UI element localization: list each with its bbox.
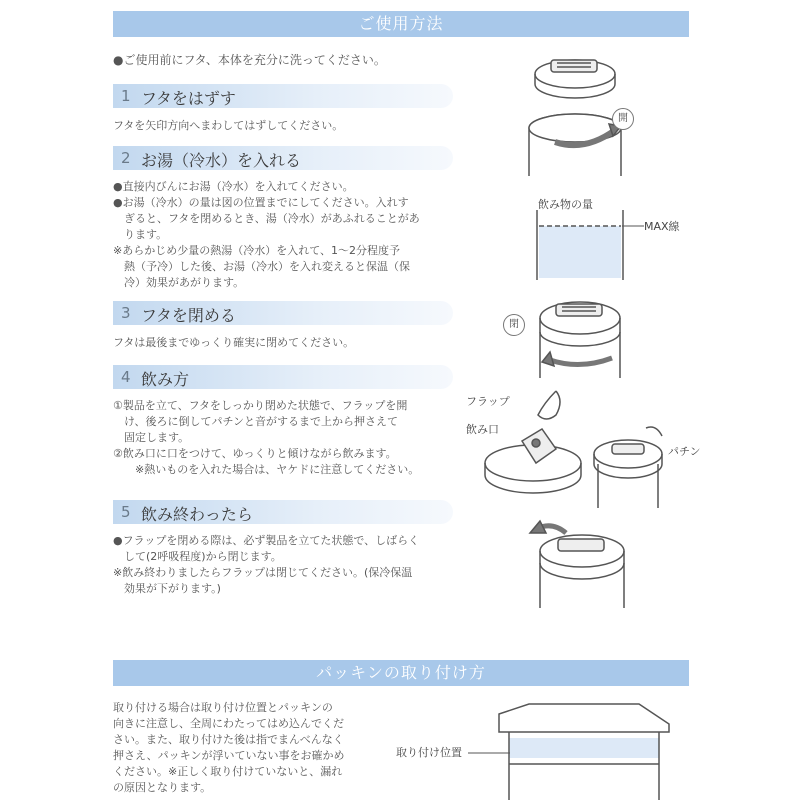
gasket-illustration	[495, 700, 675, 800]
lid-close-illustration	[520, 290, 640, 380]
step-1-body: フタを矢印方向へまわしてはずしてください。	[113, 119, 344, 132]
step-1-title: フタをはずす	[141, 89, 236, 108]
max-line-label: MAX線	[644, 220, 680, 233]
step-1-header	[113, 84, 453, 108]
snap-label: パチン	[668, 445, 701, 458]
open-badge-1: 開	[612, 108, 634, 130]
step-5-number: 5	[121, 503, 131, 521]
mouth-label: 飲み口	[466, 423, 499, 436]
gasket-body: 取り付ける場合は取り付け位置とパッキンの 向きに注意し、全周にわたってはめ込んでくだ さい。また、取り付けた後は指でまんべんなく 押さえ、パッキンが浮いていない事をお確かめ ください。※正しく取り付けていないと、漏れ の原因となります。	[113, 701, 345, 794]
flap-snap-illustration	[590, 420, 670, 510]
step-2-header	[113, 146, 453, 170]
step-2-number: 2	[121, 149, 131, 167]
flap-close-illustration	[520, 515, 640, 610]
gasket-position-leader	[468, 749, 512, 757]
flap-label: フラップ	[466, 395, 510, 408]
intro-text: ●ご使用前にフタ、本体を充分に洗ってください。	[113, 53, 386, 67]
step-3-body: フタは最後までゆっくり確実に閉めてください。	[113, 336, 355, 349]
fill-level-illustration	[535, 210, 625, 280]
step-5-body: ●フラップを閉める際は、必ず製品を立てた状態で、しばらく して(2呼吸程度)から閉じます。 ※飲み終わりましたらフラップは閉じてください。(保冷保温 効果が下がります。)	[113, 534, 420, 595]
close-badge-3: 閉	[503, 314, 525, 336]
step-1-number: 1	[121, 87, 131, 105]
step-3-header	[113, 301, 453, 325]
gasket-title-banner	[113, 660, 689, 686]
step-5-header	[113, 500, 453, 524]
usage-title: ご使用方法	[358, 14, 444, 33]
usage-title-banner	[113, 11, 689, 37]
step-3-title: フタを閉める	[141, 306, 236, 325]
step-3-number: 3	[121, 304, 131, 322]
gasket-title: パッキンの取り付け方	[316, 663, 486, 682]
max-line-leader	[622, 222, 646, 230]
drink-amount-label: 飲み物の量	[538, 198, 593, 211]
step-4-body: ①製品を立て、フタをしっかり閉めた状態で、フラップを開 け、後ろに倒してパチンと音がするまで上から押さえて 固定します。 ②飲み口に口をつけて、ゆっくりと傾けながら飲みます。 ※熱いものを入れた場合は、ヤケドに注意してください。	[113, 399, 420, 476]
step-4-title: 飲み方	[141, 370, 190, 389]
step-2-title: お湯（冷水）を入れる	[141, 151, 302, 170]
step-2-body: ●直接内びんにお湯（冷水）を入れてください。 ●お湯（冷水）の量は図の位置までにしてください。入れす ぎると、フタを閉めるとき、湯（冷水）があふれることがあ ります。 ※あらかじめ少量の熱湯（冷水）を入れて、1～2分程度予 熱（予冷）した後、お湯（冷水）を入れ変えると保温（保 冷）効果があがります。	[113, 180, 420, 289]
step-4-number: 4	[121, 368, 131, 386]
step-4-header	[113, 365, 453, 389]
gasket-position-label: 取り付け位置	[396, 746, 462, 759]
step-5-title: 飲み終わったら	[141, 505, 253, 524]
